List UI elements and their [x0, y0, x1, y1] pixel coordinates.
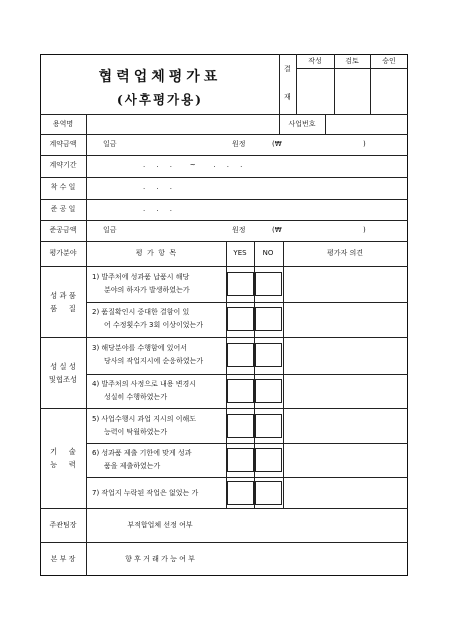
category-line: 및협조성	[48, 375, 78, 384]
start-date-value: . . .	[143, 183, 172, 191]
approval-col-approve: 승인	[382, 57, 396, 65]
approval-divider	[296, 54, 297, 114]
eval-header-field: 평가분야	[49, 249, 77, 257]
completion-amount-label: 준공금액	[49, 226, 77, 234]
approval-col-review: 검토	[345, 57, 359, 65]
eval-header-opinion: 평가자 의견	[326, 249, 364, 257]
business-no-divider	[279, 114, 280, 134]
item-3-yes-checkbox[interactable]	[227, 343, 254, 367]
project-name-label: 용역명	[52, 120, 74, 128]
footer-team-lead-text: 부적합업체 선정 여부	[127, 521, 193, 529]
approval-divider	[334, 54, 335, 114]
item-2-no-checkbox[interactable]	[255, 307, 282, 331]
contract-period-value: . . . ~ . . .	[143, 161, 243, 169]
item-1-yes-checkbox[interactable]	[227, 272, 254, 296]
category-line: 성 과 품	[50, 291, 76, 300]
footer-director-label: 본 부 장	[50, 555, 76, 563]
item-7-yes-checkbox[interactable]	[227, 481, 254, 505]
row-divider	[40, 134, 408, 135]
item-line: 4) 발주처의 사정으로 내용 변경시	[92, 380, 196, 388]
item-line: 성실히 수행하였는가	[104, 393, 168, 401]
completion-amount-close: )	[363, 226, 366, 234]
row-divider	[86, 302, 408, 303]
form-subtitle: (사후평가용)	[116, 92, 204, 107]
eval-item-5	[92, 413, 232, 439]
completion-date-label: 준 공 일	[50, 205, 76, 213]
item-line: 1) 발주처에 성과품 납품시 해당	[92, 273, 190, 281]
item-6-no-checkbox[interactable]	[255, 448, 282, 472]
item-5-yes-checkbox[interactable]	[227, 414, 254, 438]
item-line: 당사의 작업지시에 순응하였는가	[104, 357, 204, 365]
approval-col-write: 작성	[308, 57, 322, 65]
row-divider	[40, 177, 408, 178]
contract-amount-label: 계약금액	[49, 140, 77, 148]
item-1-no-checkbox[interactable]	[255, 272, 282, 296]
approval-label: 결	[284, 65, 291, 73]
opinion-column-divider	[283, 241, 284, 508]
footer-director-text: 향 후 거 래 가 능 여 부	[125, 555, 195, 563]
category-line: 능 력	[50, 460, 76, 469]
label-column-divider	[86, 114, 87, 576]
item-line: 2) 품질확인시 중대한 결함이 있	[92, 308, 190, 316]
item-5-no-checkbox[interactable]	[255, 414, 282, 438]
row-divider	[40, 199, 408, 200]
category-line: 성 실 성	[50, 362, 76, 371]
completion-amount-paren: (₩	[272, 226, 282, 234]
item-line: 분야의 하자가 발생하였는가	[104, 286, 190, 294]
contract-amount-prefix: 일금	[103, 140, 117, 148]
row-divider	[86, 477, 408, 478]
row-divider	[40, 220, 408, 221]
item-line: 7) 작업지 누락된 작업은 없었는 가	[92, 489, 199, 497]
footer-team-lead-label: 주관팀장	[49, 521, 77, 529]
row-divider	[86, 443, 408, 444]
row-divider	[40, 542, 408, 543]
contract-amount-won: 원정	[232, 140, 246, 148]
eval-item-2	[92, 306, 232, 332]
item-line: 능력이 탁월하였는가	[104, 428, 168, 436]
item-2-yes-checkbox[interactable]	[227, 307, 254, 331]
eval-header-items: 평 가 항 목	[135, 249, 177, 257]
row-divider	[40, 241, 408, 242]
row-divider	[40, 266, 408, 267]
item-line: 어 수정횟수가 3회 이상이었는가	[104, 321, 204, 329]
completion-amount-prefix: 일금	[103, 226, 117, 234]
row-divider	[40, 114, 408, 115]
form-title: 협력업체평가표	[98, 69, 222, 85]
eval-header-yes: YES	[233, 249, 247, 257]
category-line: 기 술	[50, 447, 76, 456]
start-date-label: 착 수 일	[50, 183, 76, 191]
item-7-no-checkbox[interactable]	[255, 481, 282, 505]
eval-item-7	[92, 487, 232, 500]
item-line: 3) 해당분야를 수행함에 있어서	[92, 344, 188, 352]
row-divider	[40, 337, 408, 338]
eval-item-1	[92, 271, 232, 297]
item-line: 6) 성과품 제출 기한에 맞게 성과	[92, 449, 192, 457]
category-quality	[41, 289, 85, 315]
item-line: 품을 제출하였는가	[104, 462, 161, 470]
category-line: 품 질	[50, 304, 76, 313]
approval-divider	[370, 54, 371, 114]
eval-item-4	[92, 378, 232, 404]
item-6-yes-checkbox[interactable]	[227, 448, 254, 472]
approval-label: 재	[284, 93, 291, 101]
item-4-no-checkbox[interactable]	[255, 379, 282, 403]
completion-date-value: . . .	[143, 205, 172, 213]
item-line: 5) 사업수행시 과업 지시의 이해도	[92, 415, 196, 423]
category-technical	[41, 445, 85, 471]
eval-item-6	[92, 447, 232, 473]
approval-divider	[296, 68, 408, 69]
approval-box-border	[279, 54, 280, 114]
contract-amount-close: )	[363, 140, 366, 148]
contract-amount-paren: (₩	[272, 140, 282, 148]
eval-header-no: NO	[262, 249, 274, 257]
item-4-yes-checkbox[interactable]	[227, 379, 254, 403]
category-cooperation	[41, 360, 85, 386]
row-divider	[86, 374, 408, 375]
business-no-label: 사업번호	[288, 120, 316, 128]
completion-amount-won: 원정	[232, 226, 246, 234]
row-divider	[40, 408, 408, 409]
contract-period-label: 계약기간	[49, 161, 77, 169]
row-divider	[40, 155, 408, 156]
business-no-divider	[325, 114, 326, 134]
row-divider	[40, 508, 408, 509]
item-3-no-checkbox[interactable]	[255, 343, 282, 367]
eval-item-3	[92, 342, 232, 368]
